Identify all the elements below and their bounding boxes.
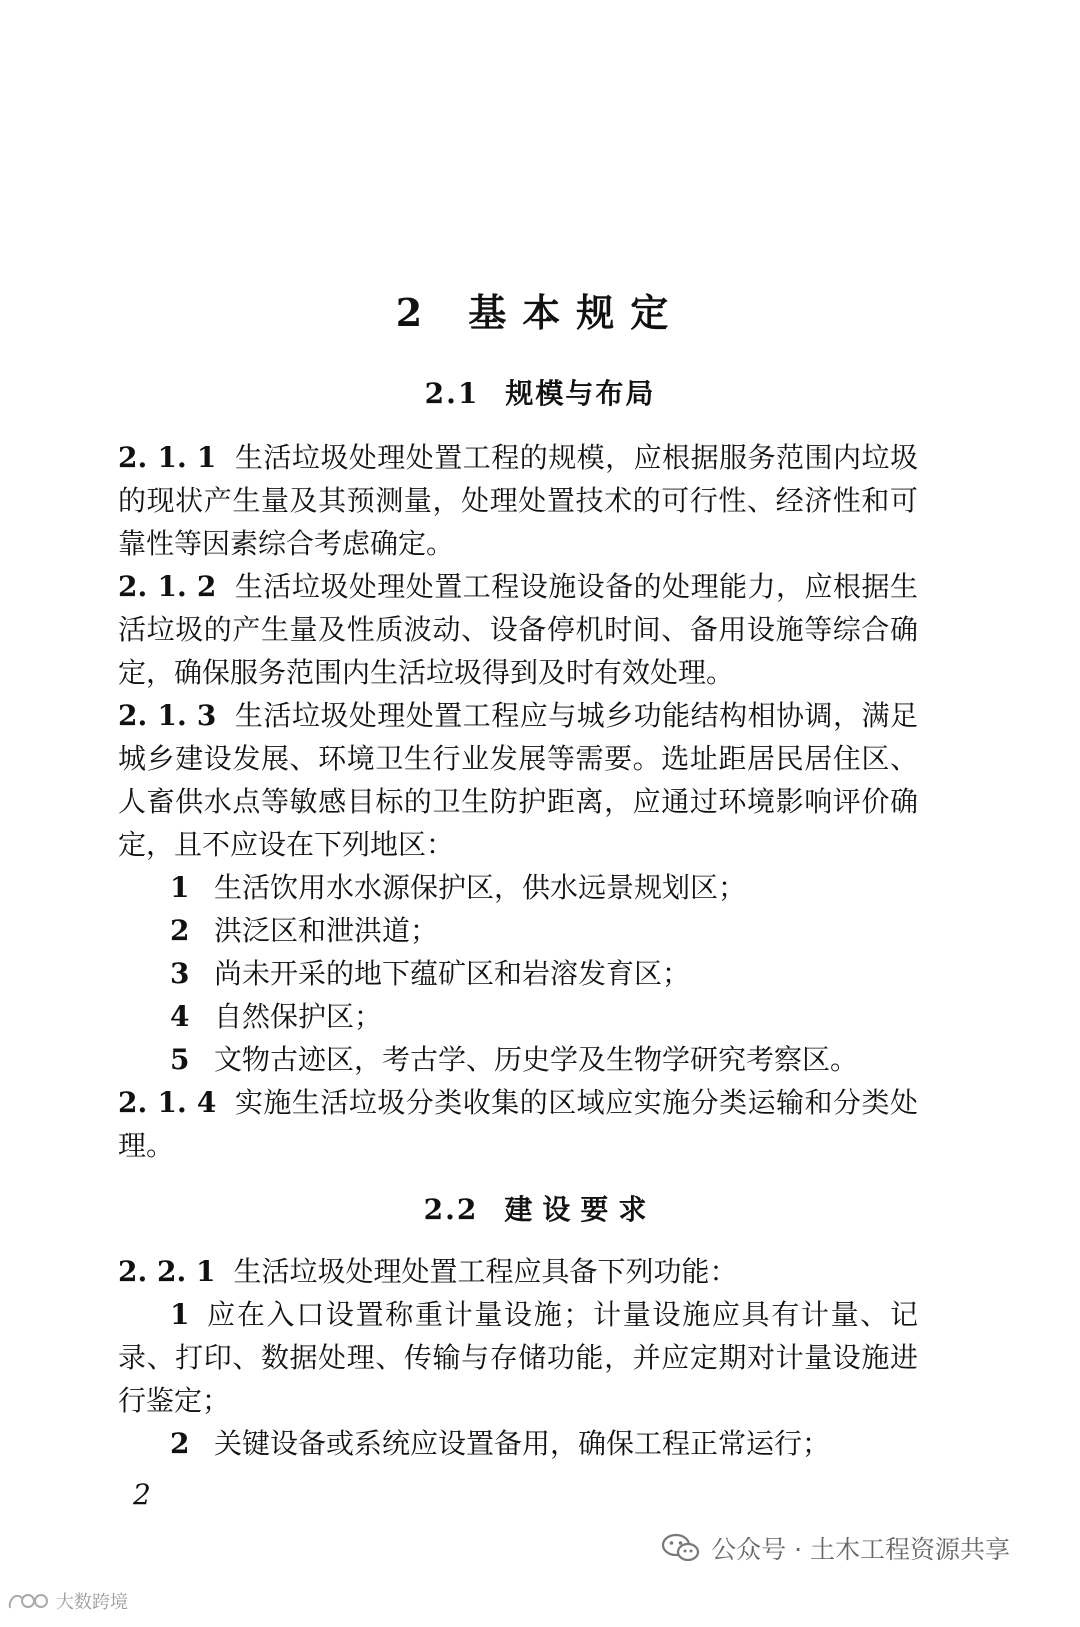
item-text: 关键设备或系统应设置备用，确保工程正常运行； [214, 1427, 831, 1460]
clause-text: 生活垃圾处理处置工程设施设备的处理能力，应根据生活垃圾的产生量及性质波动、设备停机时间、备用设施等综合确定，确保服务范围内生活垃圾得到及时有效处理。 [118, 570, 918, 689]
clause-2-1-3 [118, 694, 918, 866]
section-title-2-1 [0, 372, 1080, 412]
chapter-title-text: 基本规定 [468, 290, 685, 335]
item-text: 应在入口设置称重计量设施；计量设施应具有计量、记录、打印、数据处理、传输与存储功能，并应定期对计量设施进行鉴定； [118, 1298, 918, 1417]
item-number: 4 [170, 1000, 190, 1033]
section-number: 2.1 [424, 377, 480, 410]
clause-number: 2. 1. 4 [118, 1086, 217, 1119]
list-item [170, 952, 918, 995]
section-number: 2.2 [423, 1193, 479, 1226]
clause-text: 生活垃圾处理处置工程应具备下列功能： [233, 1255, 738, 1288]
section-title-text: 建设要求 [504, 1193, 657, 1226]
clause-number: 2. 2. 1 [118, 1255, 216, 1288]
item-number: 2 [170, 1427, 190, 1460]
list-item [170, 1038, 918, 1081]
list-item [170, 866, 918, 909]
clause-number: 2. 1. 1 [118, 441, 217, 474]
item-number: 3 [170, 957, 190, 990]
clause-number: 2. 1. 3 [118, 699, 217, 732]
dashu-logo-icon [6, 1588, 50, 1614]
item-text: 生活饮用水水源保护区，供水远景规划区； [214, 871, 747, 904]
item-text: 文物古迹区，考古学、历史学及生物学研究考察区。 [214, 1043, 859, 1076]
watermark [661, 1530, 1010, 1566]
page-number: 2 [133, 1478, 151, 1511]
item-number: 5 [170, 1043, 190, 1076]
clause-text: 生活垃圾处理处置工程的规模，应根据服务范围内垃圾的现状产生量及其预测量，处理处置技术的可行性、经济性和可靠性等因素综合考虑确定。 [118, 441, 918, 560]
item-number: 1 [170, 1298, 190, 1331]
list-item [170, 1422, 918, 1465]
clause-2-2-1 [118, 1250, 918, 1293]
clause-2-1-2 [118, 565, 918, 694]
corner-logo-text: 大数跨境 [56, 1592, 128, 1613]
clause-2-1-1 [118, 436, 918, 565]
clause-text: 实施生活垃圾分类收集的区域应实施分类运输和分类处理。 [118, 1086, 918, 1162]
list-item [170, 995, 918, 1038]
clause-2-1-4 [118, 1081, 918, 1167]
item-text: 自然保护区； [214, 1000, 383, 1033]
corner-logo [6, 1588, 128, 1614]
item-text: 尚未开采的地下蕴矿区和岩溶发育区； [214, 957, 691, 990]
section-title-2-2 [0, 1188, 1080, 1228]
clause-text: 生活垃圾处理处置工程应与城乡功能结构相协调，满足城乡建设发展、环境卫生行业发展等需要。选址距居民居住区、人畜供水点等敏感目标的卫生防护距离，应通过环境影响评价确定，且不应设在下列地区： [118, 699, 918, 861]
item-number: 2 [170, 914, 190, 947]
wechat-icon [661, 1532, 701, 1564]
clause-number: 2. 1. 2 [118, 570, 217, 603]
section-title-text: 规模与布局 [505, 377, 656, 410]
item-text: 洪泛区和泄洪道； [214, 914, 439, 947]
item-number: 1 [170, 871, 190, 904]
chapter-title [0, 282, 1080, 337]
watermark-text: 公众号 · 土木工程资源共享 [711, 1535, 1010, 1564]
list-item [170, 909, 918, 952]
chapter-number: 2 [395, 290, 439, 335]
list-item [118, 1293, 918, 1422]
